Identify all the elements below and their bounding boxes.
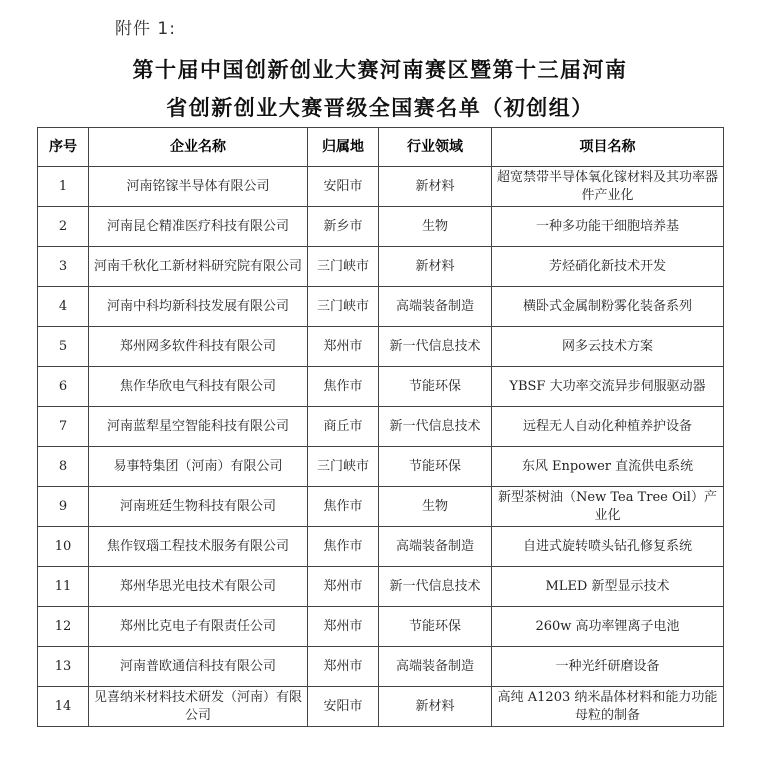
cell-number: 4	[38, 287, 89, 327]
cell-industry: 新一代信息技术	[379, 407, 492, 447]
cell-industry: 节能环保	[379, 607, 492, 647]
cell-company: 郑州华思光电技术有限公司	[89, 567, 308, 607]
cell-company: 河南千秋化工新材料研究院有限公司	[89, 247, 308, 287]
cell-project: 芳烃硝化新技术开发	[492, 247, 724, 287]
header-location: 归属地	[308, 128, 379, 167]
table-row	[38, 447, 724, 487]
cell-company: 河南昆仑精准医疗科技有限公司	[89, 207, 308, 247]
cell-industry: 节能环保	[379, 367, 492, 407]
cell-project: 超宽禁带半导体氧化镓材料及其功率器件产业化	[492, 167, 724, 207]
cell-company: 见喜纳米材料技术研发（河南）有限公司	[89, 687, 308, 727]
attachment-label: 附件 1:	[115, 19, 176, 39]
cell-project: 横卧式金属制粉雾化装备系列	[492, 287, 724, 327]
cell-company: 河南班廷生物科技有限公司	[89, 487, 308, 527]
cell-project: 东风 Enpower 直流供电系统	[492, 447, 724, 487]
cell-location: 新乡市	[308, 207, 379, 247]
table-row	[38, 327, 724, 367]
cell-industry: 生物	[379, 207, 492, 247]
table-row	[38, 247, 724, 287]
table-row	[38, 487, 724, 527]
table-row	[38, 607, 724, 647]
cell-number: 10	[38, 527, 89, 567]
document-title-line-1: 第十届中国创新创业大赛河南赛区暨第十三届河南	[132, 58, 628, 82]
cell-number: 8	[38, 447, 89, 487]
table-row	[38, 567, 724, 607]
cell-location: 安阳市	[308, 167, 379, 207]
cell-company: 郑州网多软件科技有限公司	[89, 327, 308, 367]
table-row	[38, 647, 724, 687]
cell-industry: 新一代信息技术	[379, 327, 492, 367]
cell-number: 12	[38, 607, 89, 647]
cell-number: 11	[38, 567, 89, 607]
table-row	[38, 687, 724, 727]
cell-project: 新型茶树油（New Tea Tree Oil）产业化	[492, 487, 724, 527]
table-row	[38, 207, 724, 247]
cell-company: 焦作钗瑙工程技术服务有限公司	[89, 527, 308, 567]
cell-number: 1	[38, 167, 89, 207]
cell-project: 自进式旋转喷头钻孔修复系统	[492, 527, 724, 567]
cell-location: 郑州市	[308, 607, 379, 647]
cell-number: 5	[38, 327, 89, 367]
cell-company: 河南普欧通信科技有限公司	[89, 647, 308, 687]
cell-company: 河南蓝犁星空智能科技有限公司	[89, 407, 308, 447]
cell-project: YBSF 大功率交流异步伺服驱动器	[492, 367, 724, 407]
table-row	[38, 287, 724, 327]
advancement-roster-table	[37, 127, 724, 727]
cell-location: 商丘市	[308, 407, 379, 447]
cell-location: 安阳市	[308, 687, 379, 727]
cell-number: 2	[38, 207, 89, 247]
cell-industry: 节能环保	[379, 447, 492, 487]
cell-project: 高纯 A1203 纳米晶体材料和能力功能母粒的制备	[492, 687, 724, 727]
cell-location: 三门峡市	[308, 247, 379, 287]
cell-industry: 高端装备制造	[379, 647, 492, 687]
cell-project: 260w 高功率锂离子电池	[492, 607, 724, 647]
cell-number: 7	[38, 407, 89, 447]
cell-project: 一种多功能干细胞培养基	[492, 207, 724, 247]
cell-number: 3	[38, 247, 89, 287]
cell-project: MLED 新型显示技术	[492, 567, 724, 607]
cell-company: 焦作华欣电气科技有限公司	[89, 367, 308, 407]
cell-company: 河南铭镓半导体有限公司	[89, 167, 308, 207]
cell-project: 网多云技术方案	[492, 327, 724, 367]
cell-location: 郑州市	[308, 567, 379, 607]
cell-location: 三门峡市	[308, 447, 379, 487]
header-industry: 行业领域	[379, 128, 492, 167]
cell-industry: 新材料	[379, 247, 492, 287]
cell-number: 6	[38, 367, 89, 407]
table-header-row	[38, 128, 724, 167]
cell-industry: 新材料	[379, 167, 492, 207]
cell-industry: 生物	[379, 487, 492, 527]
table-row	[38, 407, 724, 447]
cell-number: 14	[38, 687, 89, 727]
cell-industry: 新一代信息技术	[379, 567, 492, 607]
cell-number: 13	[38, 647, 89, 687]
cell-project: 一种光纤研磨设备	[492, 647, 724, 687]
cell-company: 郑州比克电子有限责任公司	[89, 607, 308, 647]
cell-industry: 高端装备制造	[379, 527, 492, 567]
document-title-line-2: 省创新创业大赛晋级全国赛名单（初创组）	[166, 96, 594, 120]
header-project: 项目名称	[492, 128, 724, 167]
cell-location: 焦作市	[308, 527, 379, 567]
header-company: 企业名称	[89, 128, 308, 167]
cell-location: 郑州市	[308, 327, 379, 367]
table-row	[38, 167, 724, 207]
cell-number: 9	[38, 487, 89, 527]
cell-location: 三门峡市	[308, 287, 379, 327]
table-row	[38, 527, 724, 567]
header-number: 序号	[38, 128, 89, 167]
cell-location: 郑州市	[308, 647, 379, 687]
cell-project: 远程无人自动化种植养护设备	[492, 407, 724, 447]
cell-industry: 新材料	[379, 687, 492, 727]
cell-location: 焦作市	[308, 487, 379, 527]
cell-company: 河南中科均新科技发展有限公司	[89, 287, 308, 327]
cell-location: 焦作市	[308, 367, 379, 407]
cell-industry: 高端装备制造	[379, 287, 492, 327]
cell-company: 易事特集团（河南）有限公司	[89, 447, 308, 487]
table-row	[38, 367, 724, 407]
